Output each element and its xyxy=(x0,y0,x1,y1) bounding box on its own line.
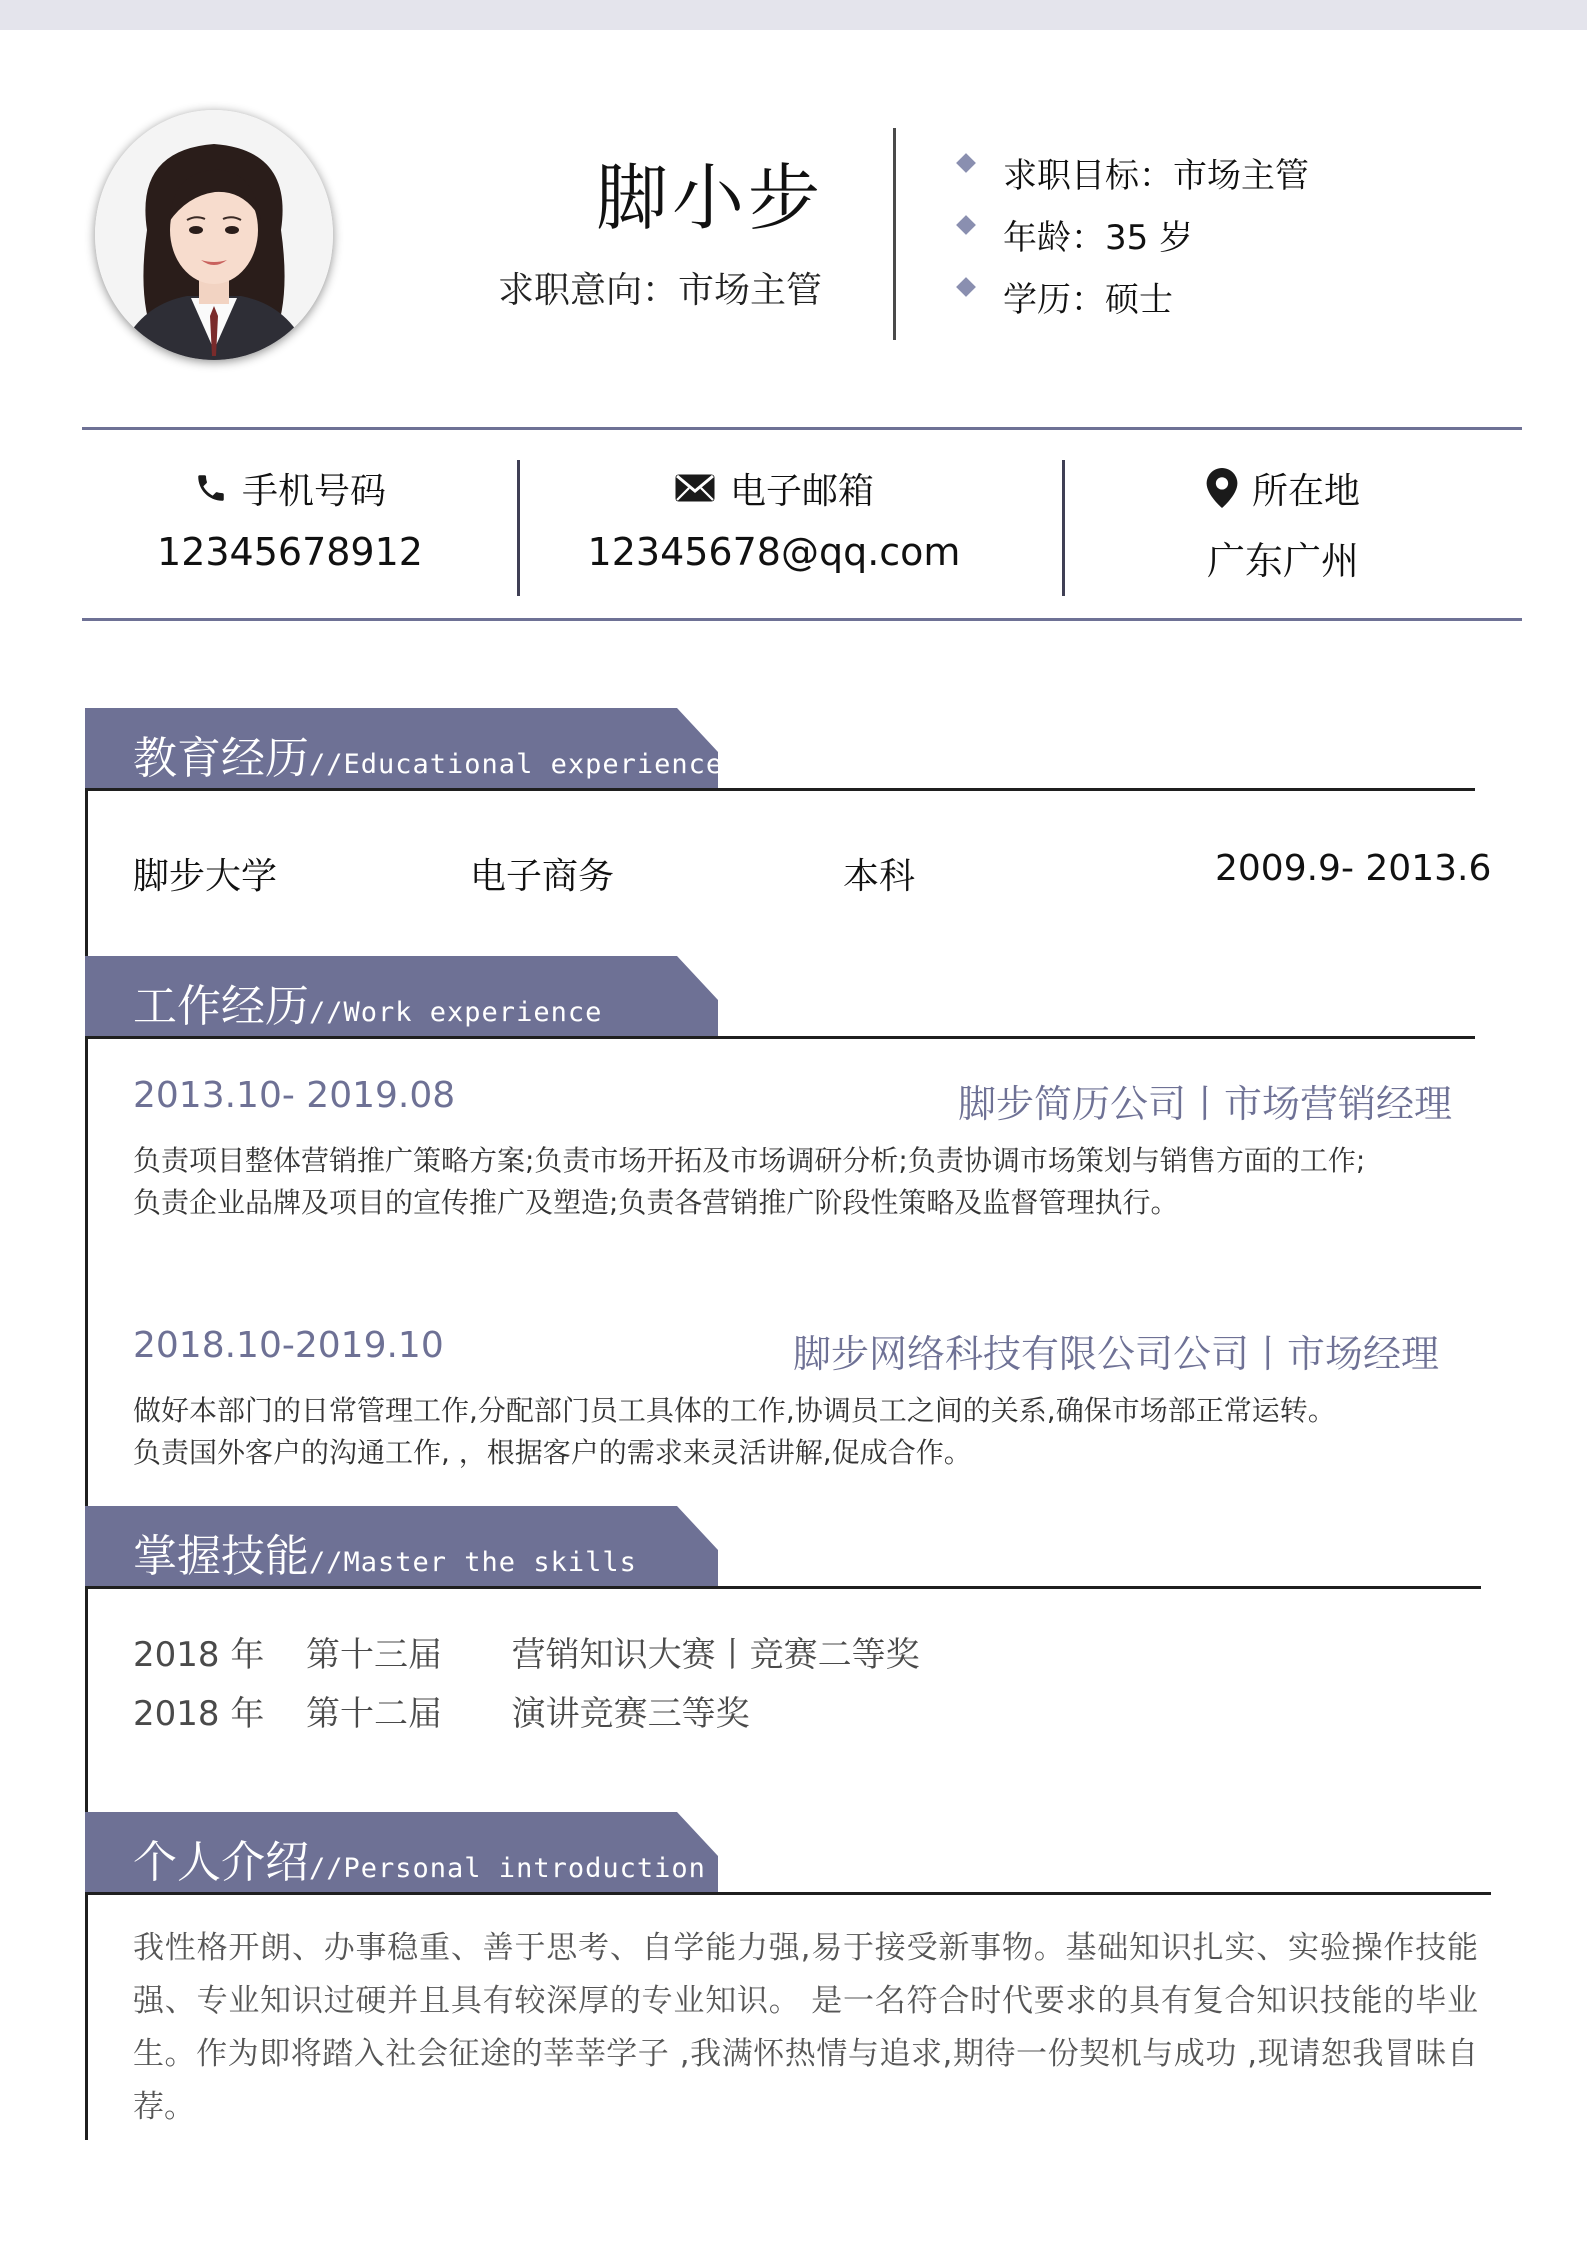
envelope-icon xyxy=(674,473,716,503)
work-desc-line: 做好本部门的日常管理工作,分配部门员工具体的工作,协调员工之间的关系,确保市场部正常运转。 xyxy=(133,1394,1336,1427)
fact-education xyxy=(955,272,1309,334)
contact-phone xyxy=(20,462,560,574)
skill-year: 2018 年 xyxy=(133,1635,265,1675)
phone-icon xyxy=(194,471,228,505)
location-value: 广东广州 xyxy=(1206,539,1359,583)
work-desc-line: 负责企业品牌及项目的宣传推广及塑造;负责各营销推广阶段性策略及监督管理执行。 xyxy=(133,1186,1179,1219)
intro-text: 我性格开朗、办事稳重、善于思考、自学能力强,易于接受新事物。基础知识扎实、实验操作技能强、专业知识过硬并且具有较深厚的专业知识。 是一名符合时代要求的具有复合知识技能的毕业生。作为即将踏入社会征途的莘莘学子 ,我满怀热情与追求,期待一份契机与成功 ,现请恕我冒昧自荐。 xyxy=(133,1930,1478,2125)
skill-year: 2018 年 xyxy=(133,1694,265,1734)
skill-session: 第十二届 xyxy=(305,1694,442,1734)
edu-school: 脚步大学 xyxy=(133,856,278,897)
job-intent: 求职意向：市场主管 xyxy=(497,270,822,311)
contact-bottom-rule xyxy=(82,618,1522,621)
fact-target xyxy=(955,148,1309,210)
phone-label: 手机号码 xyxy=(241,470,386,512)
skill-item xyxy=(133,1627,920,1676)
section-underline xyxy=(85,1892,1491,1895)
edu-degree: 本科 xyxy=(843,856,916,897)
diamond-bullet-icon xyxy=(956,215,976,235)
map-pin-icon xyxy=(1206,468,1238,508)
top-bar xyxy=(0,0,1587,30)
work-period: 2018.10-2019.10 xyxy=(133,1325,444,1366)
contact-top-rule xyxy=(82,427,1522,430)
section-underline xyxy=(85,1036,1475,1039)
section-title: 掌握技能//Master the skills xyxy=(133,1531,637,1582)
phone-value[interactable]: 12345678912 xyxy=(157,530,423,574)
diamond-bullet-icon xyxy=(956,153,976,173)
skill-item xyxy=(133,1686,750,1735)
key-facts xyxy=(955,148,1309,334)
email-value[interactable]: 12345678@qq.com xyxy=(587,530,961,574)
edu-period: 2009.9- 2013.6 xyxy=(1215,848,1492,889)
fact-age xyxy=(955,210,1309,272)
edu-major: 电子商务 xyxy=(470,856,615,897)
skill-session: 第十三届 xyxy=(305,1635,442,1675)
skill-award: 营销知识大赛丨竞赛二等奖 xyxy=(511,1635,920,1675)
portrait-image xyxy=(95,110,333,360)
contact-location xyxy=(1013,462,1553,585)
section-underline xyxy=(85,1586,1481,1589)
work-period: 2013.10- 2019.08 xyxy=(133,1075,456,1116)
work-company: 脚步简历公司丨市场营销经理 xyxy=(957,1082,1452,1126)
work-desc-line: 负责国外客户的沟通工作, ，根据客户的需求来灵活讲解,促成合作。 xyxy=(133,1436,972,1469)
work-description xyxy=(133,1140,1473,1224)
work-desc-line: 负责项目整体营销推广策略方案;负责市场开拓及市场调研分析;负责协调市场策划与销售方面的工作; xyxy=(133,1144,1366,1177)
fact-text: 年龄：35 岁 xyxy=(1003,218,1194,258)
diamond-bullet-icon xyxy=(956,277,976,297)
work-description xyxy=(133,1390,1473,1474)
location-label: 所在地 xyxy=(1251,470,1360,512)
contact-email xyxy=(504,462,1044,574)
section-underline xyxy=(85,788,1475,791)
candidate-name: 脚小步 xyxy=(595,156,824,240)
profile-photo xyxy=(95,110,333,360)
fact-text: 学历：硕士 xyxy=(1003,280,1173,320)
header-divider xyxy=(893,128,896,340)
section-title: 工作经历//Work experience xyxy=(133,981,603,1032)
fact-text: 求职目标：市场主管 xyxy=(1003,156,1309,196)
skill-award: 演讲竞赛三等奖 xyxy=(511,1694,750,1734)
section-title: 个人介绍//Personal introduction xyxy=(133,1837,706,1888)
work-company: 脚步网络科技有限公司公司丨市场经理 xyxy=(792,1332,1439,1376)
section-title: 教育经历//Educational experience xyxy=(133,733,724,784)
email-label: 电子邮箱 xyxy=(729,470,874,512)
